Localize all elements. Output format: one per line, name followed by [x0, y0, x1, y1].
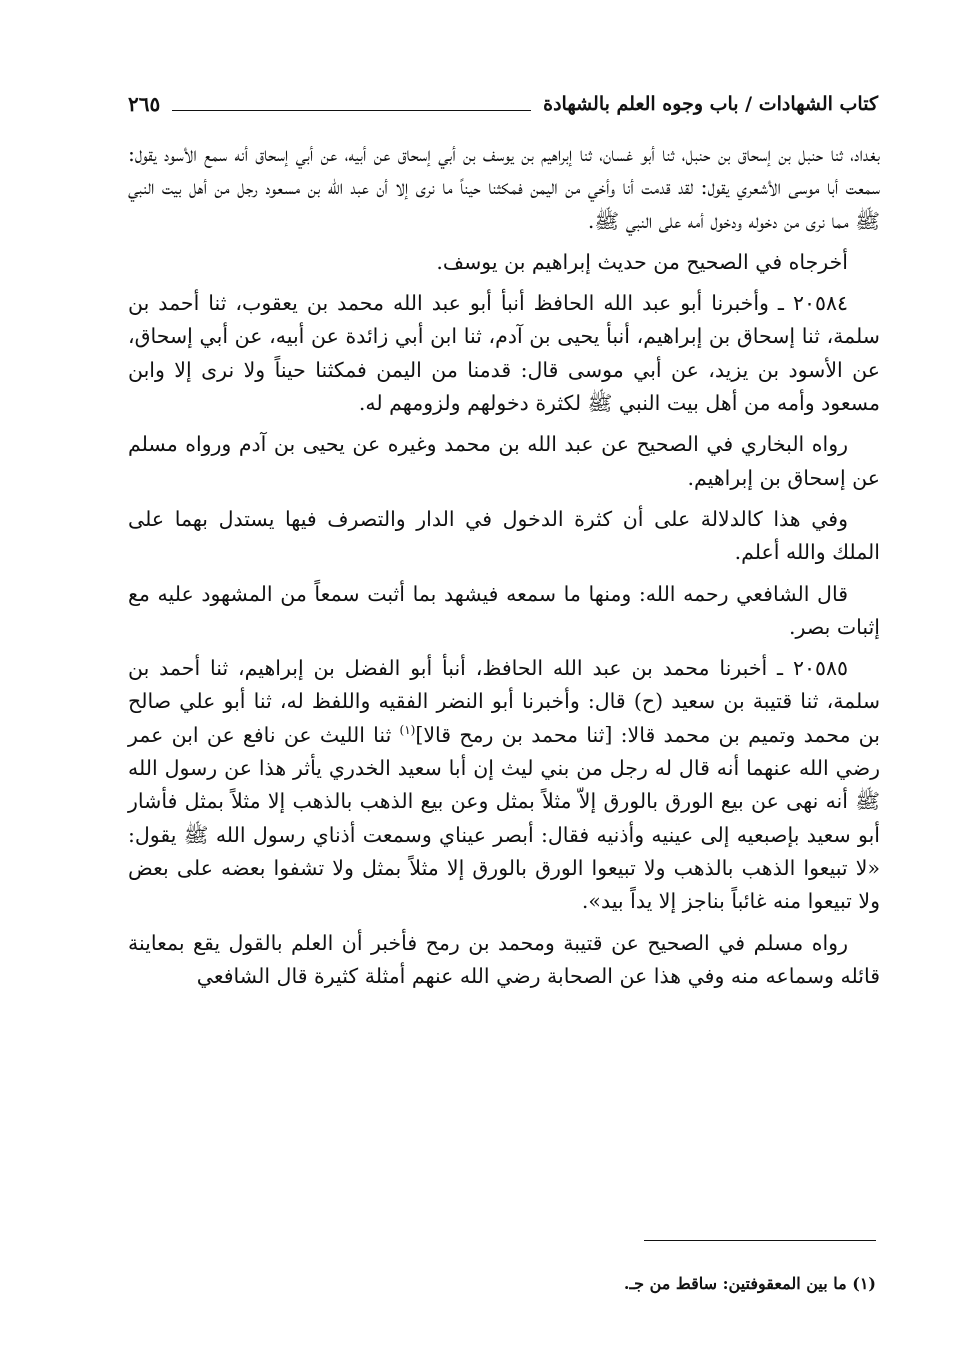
- paragraph-bukhari: رواه البخاري في الصحيح عن عبد الله بن محمد وغيره عن يحيى بن آدم ورواه مسلم عن إسحاق بن إبراهيم.: [128, 432, 880, 490]
- main-text: [128, 138, 880, 1001]
- hadith-text-start: ٢٠٥٨٥ ـ أخبرنا محمد بن عبد الله الحافظ، أنبأ أبو الفضل بن إبراهيم، ثنا أحمد بن سلمة، ثنا قتيبة بن سعيد (ح) قال: وأخبرنا أبو النضر الفقيه واللفظ له، ثنا أبو علي صالح بن محمد وتميم بن محمد قالا: [ثنا محمد بن رمح قالا]: [128, 656, 880, 747]
- paragraph-continuation: بغداد، ثنا حنبل بن إسحاق بن حنبل، ثنا أبو غسان، ثنا إبراهيم بن يوسف بن أبي إسحاق عن أبيه، عن أبي إسحاق أنه سمع الأسود يقول: سمعت أبا موسى الأشعري يقول: لقد قدمت أنا وأخي من اليمن فمكثنا حيناً ما نرى إلا أن عبد الله بن مسعود رجل من أهل بيت النبي ﷺ مما نرى من دخوله ودخول أمه على النبي ﷺ.: [128, 142, 880, 233]
- page-number: ٢٦٥: [128, 92, 161, 116]
- hadith-text-end: ثنا الليث عن نافع عن ابن عمر رضي الله عنهما أنه قال له رجل من بني ليث إن أبا سعيد الخدري يأثر هذا عن رسول الله ﷺ أنه نهى عن بيع الورق بالورق إلاّ مثلاً بمثل وعن بيع الذهب بالذهب إلا مثلاً بمثل فأشار أبو سعيد بإصبعيه إلى عينيه وأذنيه فقال: أبصر عيناي وسمعت أذناي رسول الله ﷺ يقول: «لا تبيعوا الذهب بالذهب ولا تبيعوا الورق بالورق إلا مثلاً بمثل ولا تشفوا بعضه على بعض ولا تبيعوا منه غائباً بناجز إلا يداً بيد».: [128, 722, 880, 914]
- paragraph-takhrij: أخرجاه في الصحيح من حديث إبراهيم بن يوسف.: [436, 249, 848, 274]
- paragraph-hadith-20585: [128, 652, 880, 918]
- footnote: (١) ما بين المعقوفتين: ساقط من جـ.: [623, 1274, 876, 1293]
- footnote-marker: (١): [399, 722, 416, 737]
- header-rule: [172, 110, 531, 111]
- paragraph-shafii: قال الشافعي رحمه الله: ومنها ما سمعه فيشهد بما أثبت سمعاً من المشهود عليه مع إثبات بصر.: [128, 581, 880, 639]
- paragraph-closing: رواه مسلم في الصحيح عن قتيبة ومحمد بن رمح فأخبر أن العلم بالقول يقع بمعاينة قائله وسماعه منه وفي هذا عن الصحابة رضي الله عنهم أمثلة كثيرة قال الشافعي: [128, 930, 880, 988]
- footnote-rule: [644, 1240, 876, 1241]
- running-header: [128, 86, 878, 122]
- paragraph-dalala: وفي هذا كالدلالة على أن كثرة الدخول في الدار والتصرف فيها يستدل بهما على الملك والله أعلم.: [128, 506, 880, 565]
- paragraph-hadith-20584: ٢٠٥٨٤ ـ وأخبرنا أبو عبد الله الحافظ أنبأ أبو عبد الله محمد بن يعقوب، ثنا أحمد بن سلمة، ثنا إسحاق بن إبراهيم، أنبأ يحيى بن آدم، ثنا ابن أبي زائدة عن أبيه، عن أبي إسحاق، عن الأسود بن يزيد، عن أبي موسى قال: قدمنا من اليمن فمكثنا حيناً ولا نرى إلا وابن مسعود وأمه من أهل بيت النبي ﷺ لكثرة دخولهم ولزومهم له.: [128, 291, 880, 416]
- chapter-title: كتاب الشهادات / باب وجوه العلم بالشهادة: [543, 93, 878, 115]
